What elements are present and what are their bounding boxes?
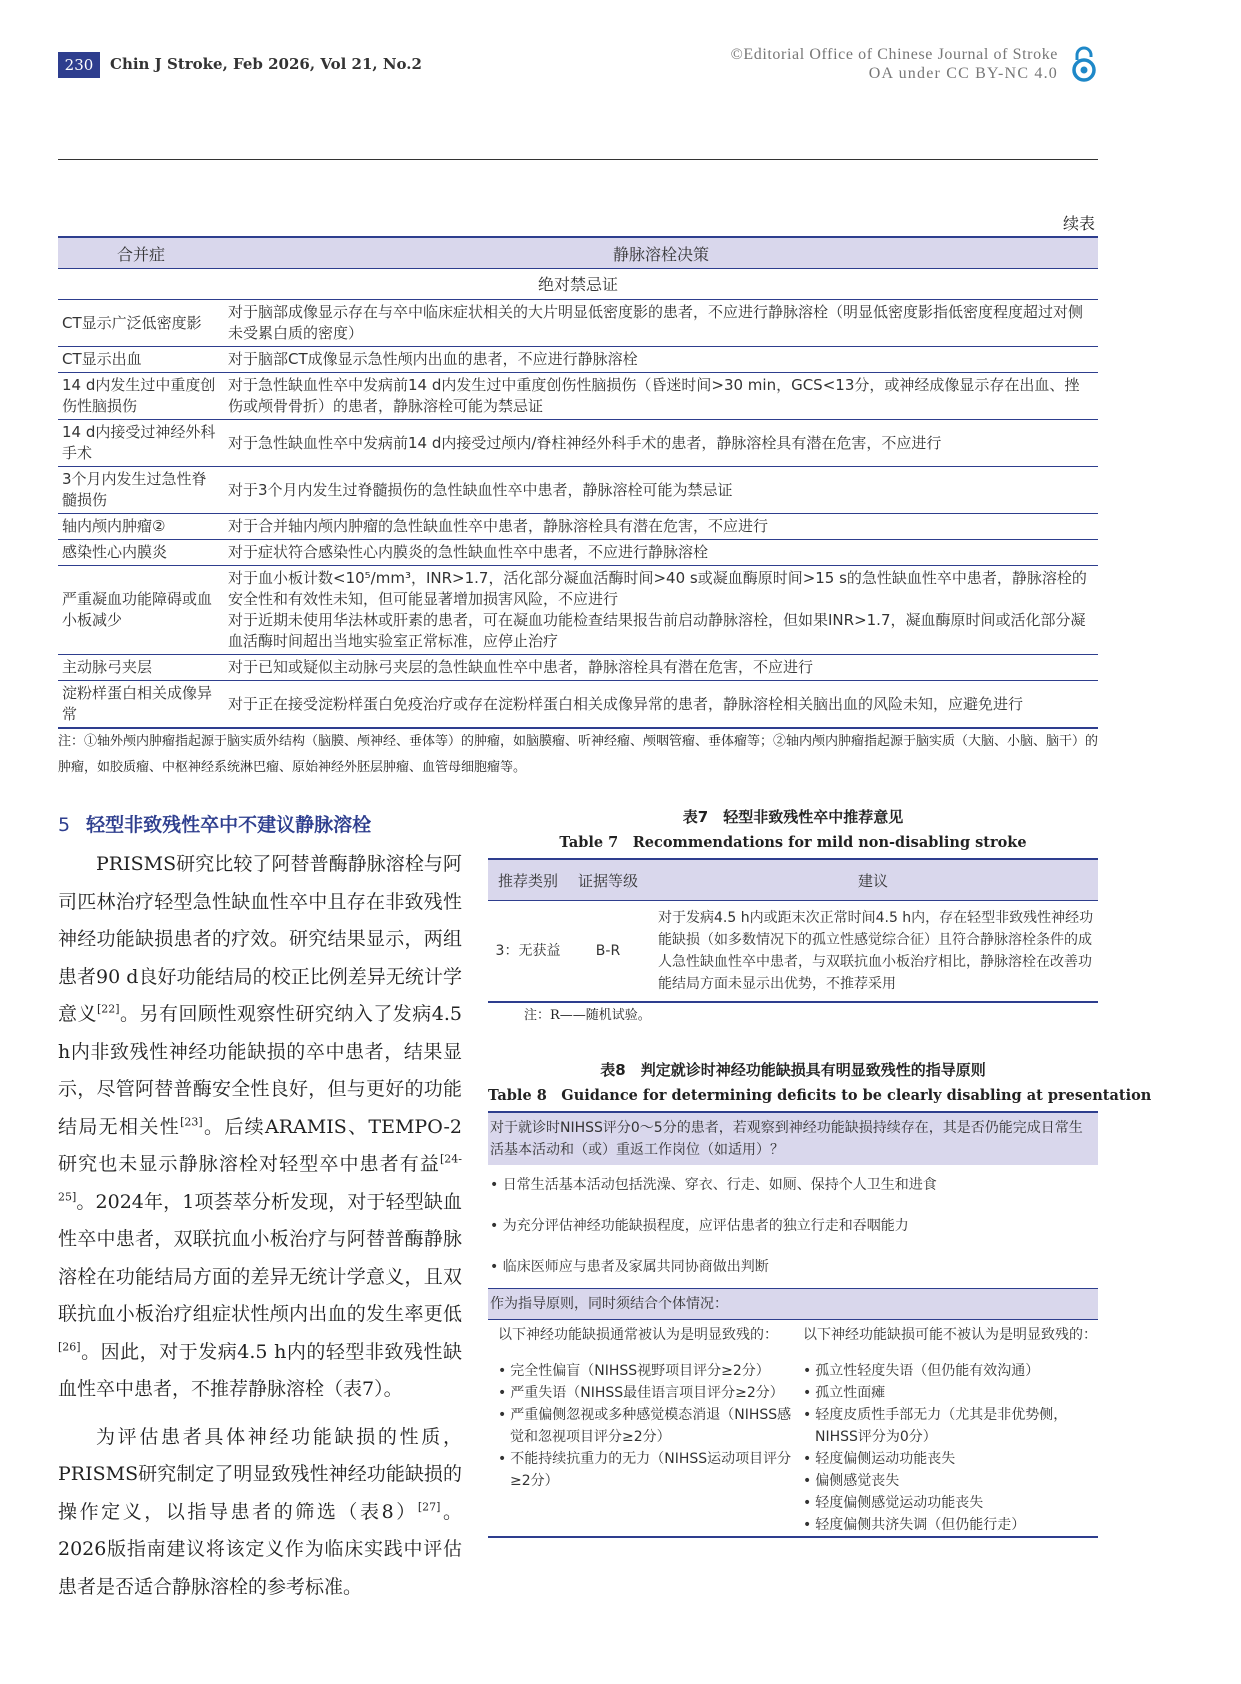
decision-cell: 对于合并轴内颅内肿瘤的急性缺血性卒中患者，静脉溶栓具有潜在危害，不应进行 — [224, 514, 1098, 540]
page-number: 230 — [58, 52, 100, 78]
category-cell: 3：无获益 — [488, 901, 568, 1003]
table-row — [58, 467, 1098, 514]
condition-cell: 轴内颅内肿瘤② — [58, 514, 224, 540]
decision-paragraph: 对于近期未使用华法林或肝素的患者，可在凝血功能检查结果报告前启动静脉溶栓，但如果INR>1.7，凝血酶原时间或活化部分凝血活酶时间超出当地实验室正常标准，应停止治疗 — [228, 611, 1086, 650]
guidance-principle: 作为指导原则，同时须结合个体情况： — [488, 1288, 1098, 1319]
copyright-line: ©Editorial Office of Chinese Journal of Stroke — [730, 46, 1058, 63]
condition-cell: 14 d内发生过中重度创伤性脑损伤 — [58, 373, 224, 420]
column-header-condition: 合并症 — [58, 237, 224, 269]
table-row — [58, 420, 1098, 467]
license-line: OA under CC BY-NC 4.0 — [868, 65, 1058, 82]
table-footnote: 注：①轴外颅内肿瘤指起源于脑实质外结构（脑膜、颅神经、垂体等）的肿瘤，如脑膜瘤、听神经瘤、颅咽管瘤、垂体瘤等；②轴内颅内肿瘤指起源于脑实质（大脑、小脑、脑干）的肿瘤，如胶质瘤、中枢神经系统淋巴瘤、原始神经外胚层肿瘤、血管母细胞瘤等。 — [58, 734, 1099, 775]
condition-cell: 主动脉弓夹层 — [58, 655, 224, 681]
decision-cell: 对于急性缺血性卒中发病前14 d内接受过颅内/脊柱神经外科手术的患者，静脉溶栓具有潜在危害，不应进行 — [224, 420, 1098, 467]
text-run: 。2024年，1项荟萃分析发现，对于轻型缺血性卒中患者，双联抗血小板治疗与阿替普酶静脉溶栓在功能结局方面的差异无统计学意义，且双联抗血小板治疗组症状性颅内出血的发生率更低 — [58, 1190, 462, 1325]
decision-cell: 对于急性缺血性卒中发病前14 d内发生过中重度创伤性脑损伤（昏迷时间>30 min，GCS<13分，或神经成像显示存在出血、挫伤或颅骨骨折）的患者，静脉溶栓可能为禁忌证 — [224, 373, 1098, 420]
text-run: 为评估患者具体神经功能缺损的性质，PRISMS研究制定了明显致残性神经功能缺损的操作定义，以指导患者的筛选（表8） — [58, 1425, 462, 1523]
list-item: • 轻度偏侧感觉运动功能丧失 — [803, 1492, 1098, 1514]
decision-cell: 对于症状符合感染性心内膜炎的急性缺血性卒中患者，不应进行静脉溶栓 — [224, 540, 1098, 566]
citation[interactable]: [27] — [417, 1500, 441, 1514]
section-label: 绝对禁忌证 — [58, 269, 1098, 300]
decision-cell: 对于已知或疑似主动脉弓夹层的急性缺血性卒中患者，静脉溶栓具有潜在危害，不应进行 — [224, 655, 1098, 681]
condition-cell: CT显示广泛低密度影 — [58, 300, 224, 347]
citation[interactable]: [26] — [58, 1340, 81, 1354]
list-item: • 偏侧感觉丧失 — [803, 1470, 1098, 1492]
header-rule — [58, 159, 1098, 160]
advice-cell: 对于发病4.5 h内或距末次正常时间4.5 h内，存在轻型非致残性神经功能缺损（如多数情况下的孤立性感觉综合征）且符合静脉溶栓条件的成人急性缺血性卒中患者，与双联抗血小板治疗相比，静脉溶栓在改善功能结局方面未显示出优势，不推荐采用 — [648, 901, 1098, 1003]
column-header: 建议 — [648, 859, 1098, 901]
table7-title-cn: 表7 轻型非致残性卒中推荐意见 — [682, 808, 904, 826]
paragraph — [58, 846, 462, 1409]
bullet-text: 为充分评估神经功能缺损程度，应评估患者的独立行走和吞咽能力 — [502, 1218, 909, 1234]
level-cell: B-R — [568, 901, 648, 1003]
body-text — [58, 846, 462, 1606]
list-item: • 严重偏侧忽视或多种感觉模态消退（NIHSS感觉和忽视项目评分≥2分） — [498, 1404, 793, 1448]
list-item: • 孤立性轻度失语（但仍能有效沟通） — [803, 1360, 1098, 1382]
list-item: • 为充分评估神经功能缺损程度，应评估患者的独立行走和吞咽能力 — [490, 1218, 909, 1234]
column-header-decision: 静脉溶栓决策 — [224, 237, 1098, 269]
table-row — [58, 566, 1098, 655]
decision-cell — [224, 566, 1098, 655]
decision-cell: 对于脑部成像显示存在与卒中临床症状相关的大片明显低密度影的患者，不应进行静脉溶栓（明显低密度影指低密度程度超过对侧未受累白质的密度） — [224, 300, 1098, 347]
table7 — [488, 858, 1098, 1003]
contraindication-table — [58, 236, 1098, 729]
table-row — [58, 347, 1098, 373]
condition-cell: 淀粉样蛋白相关成像异常 — [58, 681, 224, 729]
condition-cell: 3个月内发生过急性脊髓损伤 — [58, 467, 224, 514]
decision-paragraph: 对于血小板计数<10⁵/mm³，INR>1.7，活化部分凝血活酶时间>40 s或凝血酶原时间>15 s的急性缺血性卒中患者，静脉溶栓的安全性和有效性未知，但可能显著增加损害风险，不应进行 — [228, 569, 1087, 608]
table8-title-cn: 表8 判定就诊时神经功能缺损具有明显致残性的指导原则 — [600, 1061, 986, 1079]
disabling-column — [488, 1324, 793, 1536]
table-row — [58, 655, 1098, 681]
list-item: • 轻度偏侧运动功能丧失 — [803, 1448, 1098, 1470]
list-item: • 严重失语（NIHSS最佳语言项目评分≥2分） — [498, 1382, 793, 1404]
text-run: PRISMS研究比较了阿替普酶静脉溶栓与阿司匹林治疗轻型急性缺血性卒中且存在非致残性神经功能缺损患者的疗效。研究结果显示，两组患者90 d良好功能结局的校正比例差异无统计学意义 — [58, 853, 462, 1025]
table8-title-en: Table 8 Guidance for determining deficits to be clearly disabling at presentation — [488, 1087, 1152, 1104]
citation[interactable]: [23] — [180, 1115, 203, 1129]
text-run: 。2026版指南建议将该定义作为临床实践中评估患者是否适合静脉溶栓的参考标准。 — [58, 1500, 462, 1598]
non-disabling-column — [793, 1324, 1098, 1536]
list-item: • 孤立性面瘫 — [803, 1382, 1098, 1404]
list-item: • 日常生活基本活动包括洗澡、穿衣、行走、如厕、保持个人卫生和进食 — [490, 1177, 937, 1193]
table-row — [58, 681, 1098, 729]
condition-cell: CT显示出血 — [58, 347, 224, 373]
continued-label: 续表 — [1062, 214, 1095, 233]
table7-title-en: Table 7 Recommendations for mild non-disabling stroke — [559, 834, 1027, 851]
decision-cell: 对于3个月内发生过脊髓损伤的急性缺血性卒中患者，静脉溶栓可能为禁忌证 — [224, 467, 1098, 514]
table8 — [488, 1111, 1098, 1538]
journal-citation: Chin J Stroke, Feb 2026, Vol 21, No.2 — [110, 55, 422, 73]
text-run: 。因此，对于发病4.5 h内的轻型非致残性缺血性卒中患者，不推荐静脉溶栓（表7）。 — [58, 1340, 462, 1400]
citation[interactable]: [22] — [96, 1002, 120, 1016]
section-title: 轻型非致残性卒中不建议静脉溶栓 — [86, 814, 372, 836]
table7-footnote: 注：R——随机试验。 — [524, 1008, 651, 1023]
column-header: 证据等级 — [568, 859, 648, 901]
table-row — [58, 373, 1098, 420]
section-number: 5 — [58, 814, 71, 836]
column-header: 推荐类别 — [488, 859, 568, 901]
list-item: • 完全性偏盲（NIHSS视野项目评分≥2分） — [498, 1360, 793, 1382]
section-heading — [58, 810, 371, 837]
decision-cell: 对于正在接受淀粉样蛋白免疫治疗或存在淀粉样蛋白相关成像异常的患者，静脉溶栓相关脑出血的风险未知，应避免进行 — [224, 681, 1098, 729]
condition-cell: 感染性心内膜炎 — [58, 540, 224, 566]
paragraph — [58, 1419, 462, 1607]
bullet-text: 临床医师应与患者及家属共同协商做出判断 — [502, 1259, 769, 1275]
decision-cell: 对于脑部CT成像显示急性颅内出血的患者，不应进行静脉溶栓 — [224, 347, 1098, 373]
table-row — [58, 300, 1098, 347]
list-item: • 临床医师应与患者及家属共同协商做出判断 — [490, 1259, 769, 1275]
page-header — [58, 46, 1098, 92]
citation[interactable]: [24-25] — [58, 1152, 462, 1204]
list-item: • 不能持续抗重力的无力（NIHSS运动项目评分≥2分） — [498, 1448, 793, 1492]
guidance-question: 对于就诊时NIHSS评分0～5分的患者，若观察到神经功能缺损持续存在，其是否仍能完成日常生活基本活动和（或）重返工作岗位（如适用）？ — [488, 1113, 1098, 1165]
table-row — [488, 901, 1098, 1003]
text-run: 。后续ARAMIS、TEMPO-2研究也未显示静脉溶栓对轻型卒中患者有益 — [58, 1115, 462, 1175]
table-row — [58, 540, 1098, 566]
table-row — [58, 514, 1098, 540]
text-run: 。另有回顾性观察性研究纳入了发病4.5 h内非致残性神经功能缺损的卒中患者，结果显示，尽管阿替普酶安全性良好，但与更好的功能结局无相关性 — [58, 1003, 462, 1138]
open-access-lock-icon — [1070, 46, 1098, 82]
bullet-text: 日常生活基本活动包括洗澡、穿衣、行走、如厕、保持个人卫生和进食 — [502, 1177, 937, 1193]
list-item: • 轻度偏侧共济失调（但仍能行走） — [803, 1514, 1098, 1536]
column-heading: 以下神经功能缺损可能不被认为是明显致残的： — [803, 1327, 1097, 1343]
condition-cell: 严重凝血功能障碍或血小板减少 — [58, 566, 224, 655]
column-heading: 以下神经功能缺损通常被认为是明显致残的： — [498, 1327, 778, 1343]
list-item: • 轻度皮质性手部无力（尤其是非优势侧，NIHSS评分为0分） — [803, 1404, 1098, 1448]
deficit-columns — [488, 1319, 1098, 1536]
condition-cell: 14 d内接受过神经外科手术 — [58, 420, 224, 467]
